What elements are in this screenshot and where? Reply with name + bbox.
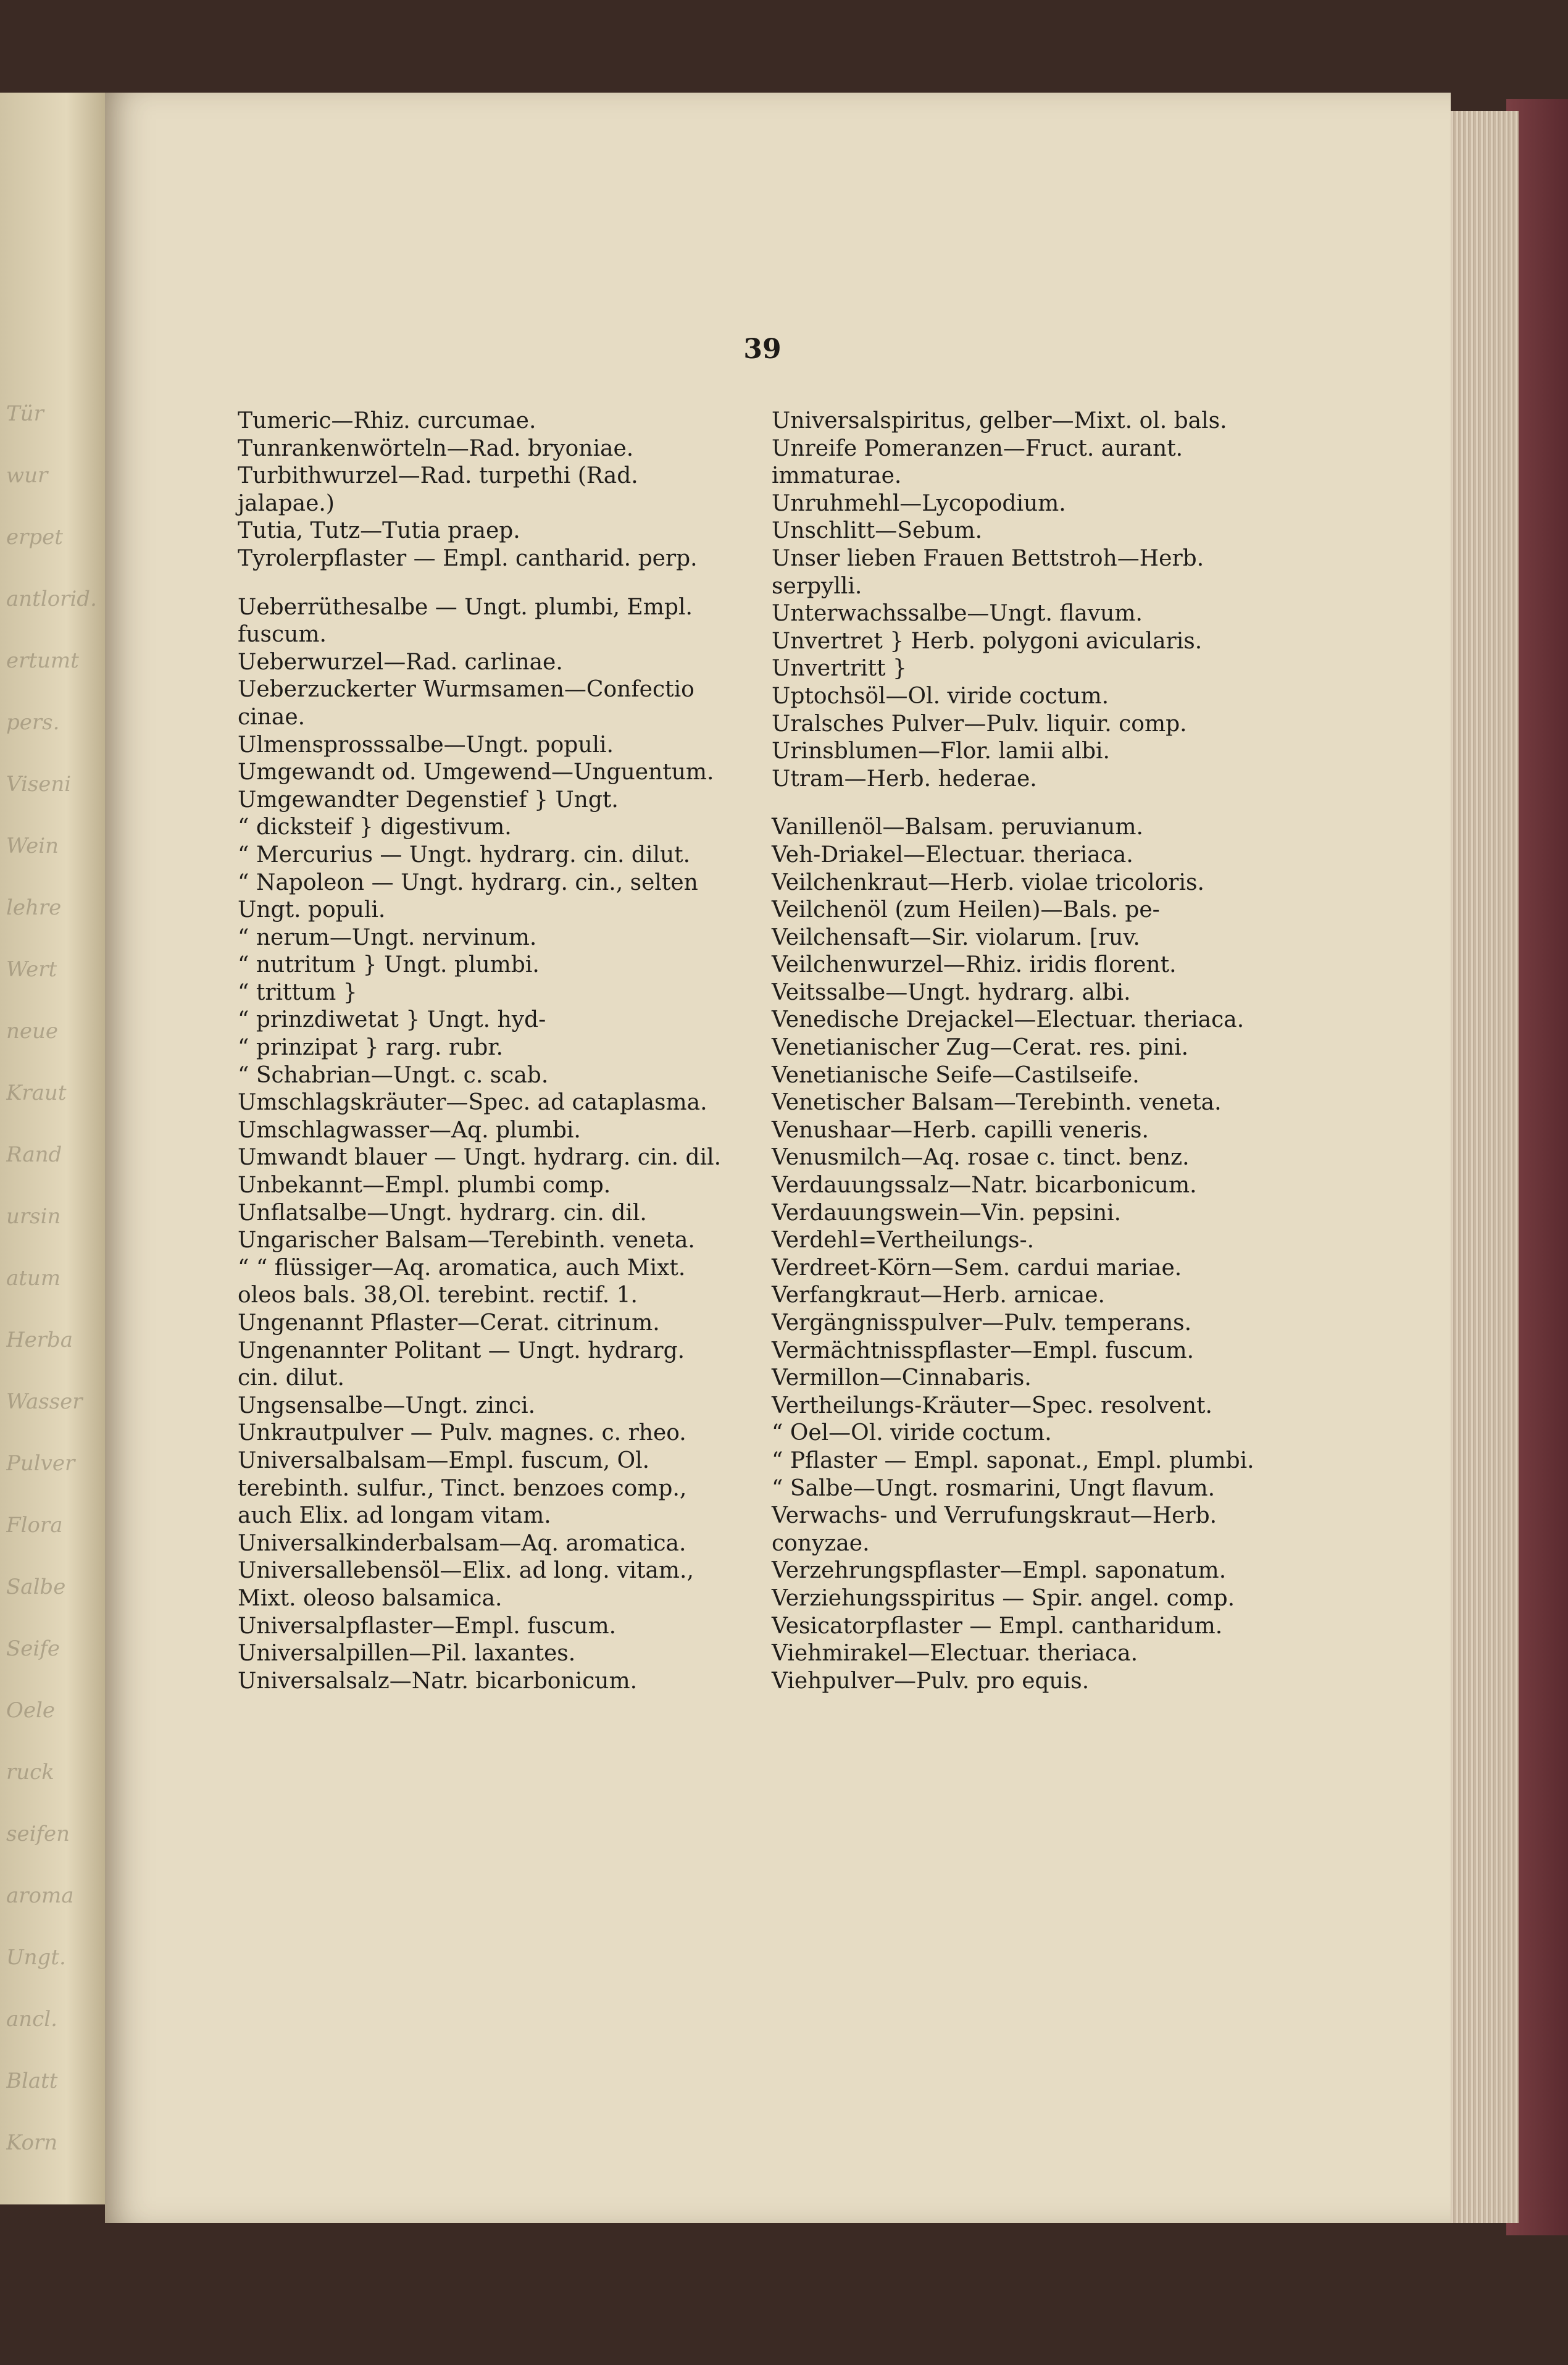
entry: Ungarischer Balsam—Terebinth. veneta. xyxy=(238,1228,695,1254)
entry: “ Pflaster — Empl. saponat., Empl. plumbi. xyxy=(772,1447,1254,1473)
entry: Vermächtnisspflaster—Empl. fuscum. xyxy=(772,1337,1195,1363)
left-column xyxy=(238,408,732,1695)
entry: Venetianische Seife—Castilseife. xyxy=(772,1062,1140,1088)
entry: Uptochsöl—Ol. viride coctum. xyxy=(772,683,1109,709)
entry: Veilchenöl (zum Heilen)—Bals. pe- xyxy=(772,897,1160,923)
entry: Verziehungsspiritus — Spir. angel. comp. xyxy=(772,1585,1235,1611)
ghost-text: antlorid. xyxy=(6,587,97,611)
ghost-text: Korn xyxy=(6,2130,58,2155)
ghost-text: Wasser xyxy=(6,1389,83,1414)
ghost-text: Rand xyxy=(6,1142,62,1167)
ghost-text: Pulver xyxy=(6,1451,75,1476)
entry: Umgewandter Degenstief } Ungt. xyxy=(238,787,619,813)
ghost-text: Ungt. xyxy=(6,1945,66,1970)
entry: Veh-Driakel—Electuar. theriaca. xyxy=(772,842,1133,868)
entry: “ trittum } xyxy=(238,979,357,1005)
ghost-text: wur xyxy=(6,463,48,488)
ghost-text: lehre xyxy=(6,895,62,920)
entry: Tunrankenwörteln—Rad. bryoniae. xyxy=(238,435,634,461)
entry: Uralsches Pulver—Pulv. liquir. comp. xyxy=(772,711,1187,737)
entry: Ungsensalbe—Ungt. zinci. xyxy=(238,1392,536,1418)
entry: Verdauungssalz—Natr. bicarbonicum. xyxy=(772,1173,1197,1199)
entry: Venusmilch—Aq. rosae c. tinct. benz. xyxy=(772,1145,1190,1171)
entry: Venedische Drejackel—Electuar. theriaca. xyxy=(772,1007,1245,1033)
entry: Umschlagskräuter—Spec. ad cataplasma. xyxy=(238,1090,707,1116)
entry: Veitssalbe—Ungt. hydrarg. albi. xyxy=(772,979,1131,1005)
entry: Unser lieben Frauen Bettstroh—Herb. serpylli. xyxy=(772,545,1204,599)
entry: Verwachs- und Verrufungskraut—Herb. conyzae. xyxy=(772,1503,1217,1556)
ghost-text: Wein xyxy=(6,834,59,858)
right-column xyxy=(772,408,1266,1695)
entry: “ Salbe—Ungt. rosmarini, Ungt flavum. xyxy=(772,1475,1216,1501)
ghost-text: erpet xyxy=(6,525,63,550)
entry: Verzehrungspflaster—Empl. saponatum. xyxy=(772,1558,1227,1584)
entry: Universalkinderbalsam—Aq. aromatica. xyxy=(238,1530,686,1556)
entry: Vergängnisspulver—Pulv. temperans. xyxy=(772,1310,1192,1336)
ghost-text: ursin xyxy=(6,1204,61,1229)
entry: “ prinzipat } rarg. rubr. xyxy=(238,1035,503,1061)
ghost-text: Salbe xyxy=(6,1575,66,1599)
entry: Unvertritt } xyxy=(772,656,907,682)
entry: Unschlitt—Sebum. xyxy=(772,518,983,544)
entry: Vesicatorpflaster — Empl. cantharidum. xyxy=(772,1613,1223,1639)
entry: Ungenannt Pflaster—Cerat. citrinum. xyxy=(238,1310,660,1336)
entry: Urinsblumen—Flor. lamii albi. xyxy=(772,739,1110,764)
ghost-text: ruck xyxy=(6,1760,54,1785)
entry: Verdauungswein—Vin. pepsini. xyxy=(772,1200,1122,1226)
ghost-text: Viseni xyxy=(6,772,72,797)
entry: Vermillon—Cinnabaris. xyxy=(772,1365,1032,1391)
entry: “ Schabrian—Ungt. c. scab. xyxy=(238,1062,549,1088)
left-page-edge xyxy=(0,93,111,2204)
entry: Utram—Herb. hederae. xyxy=(772,766,1037,792)
entry: Universalspiritus, gelber—Mixt. ol. bals. xyxy=(772,408,1227,433)
page-edges xyxy=(1445,111,1519,2223)
entry: Ueberrüthesalbe — Ungt. plumbi, Empl. fuscum. xyxy=(238,594,693,648)
ghost-text: Herba xyxy=(6,1328,73,1352)
entry: “ “ flüssiger—Aq. aromatica, auch Mixt. oleos bals. 38,Ol. terebint. rectif. 1. xyxy=(238,1255,686,1308)
entry: Ulmensprosssalbe—Ungt. populi. xyxy=(238,732,614,758)
entry: Universalpflaster—Empl. fuscum. xyxy=(238,1613,617,1639)
entry: Umgewandt od. Umgewend—Unguentum. xyxy=(238,760,714,785)
entry: Tutia, Tutz—Tutia praep. xyxy=(238,518,520,544)
ghost-text: Seife xyxy=(6,1636,60,1661)
entry: Unbekannt—Empl. plumbi comp. xyxy=(238,1173,611,1199)
ghost-text: Kraut xyxy=(6,1081,67,1105)
ghost-text: Flora xyxy=(6,1513,63,1538)
entry: “ prinzdiwetat } Ungt. hyd- xyxy=(238,1007,546,1033)
entry: Venushaar—Herb. capilli veneris. xyxy=(772,1117,1149,1143)
entry: Viehmirakel—Electuar. theriaca. xyxy=(772,1641,1138,1667)
entry: Unreife Pomeranzen—Fruct. aurant. immaturae. xyxy=(772,435,1183,489)
ghost-text: atum xyxy=(6,1266,61,1291)
entry: Verfangkraut—Herb. arnicae. xyxy=(772,1283,1105,1308)
entry: Unflatsalbe—Ungt. hydrarg. cin. dil. xyxy=(238,1200,647,1226)
entry: “ Mercurius — Ungt. hydrarg. cin. dilut. xyxy=(238,842,691,868)
entry: Viehpulver—Pulv. pro equis. xyxy=(772,1668,1090,1694)
ghost-text: seifen xyxy=(6,1822,70,1846)
entry: Unruhmehl—Lycopodium. xyxy=(772,490,1066,516)
entry: “ Oel—Ol. viride coctum. xyxy=(772,1420,1052,1446)
entry: Venetianischer Zug—Cerat. res. pini. xyxy=(772,1035,1189,1061)
entry: Venetischer Balsam—Terebinth. veneta. xyxy=(772,1090,1222,1116)
entry: Tyrolerpflaster — Empl. cantharid. perp. xyxy=(238,545,698,571)
entry: Veilchenkraut—Herb. violae tricoloris. xyxy=(772,869,1204,895)
entry: Tumeric—Rhiz. curcumae. xyxy=(238,408,536,433)
entry: Unvertret } Herb. polygoni avicularis. xyxy=(772,628,1203,654)
entry: Veilchenwurzel—Rhiz. iridis florent. xyxy=(772,952,1177,978)
ghost-text: ertumt xyxy=(6,648,79,673)
ghost-text: pers. xyxy=(6,710,60,735)
entry: Ueberwurzel—Rad. carlinae. xyxy=(238,649,563,675)
entry: Ueberzuckerter Wurmsamen—Confectio cinae. xyxy=(238,677,694,730)
ghost-text: ancl. xyxy=(6,2007,57,2032)
entry: “ nutritum } Ungt. plumbi. xyxy=(238,952,540,978)
ghost-text: neue xyxy=(6,1019,59,1044)
entry: Umwandt blauer — Ungt. hydrarg. cin. dil. xyxy=(238,1145,722,1171)
entry: Universalbalsam—Empl. fuscum, Ol. terebinth. sulfur., Tinct. benzoes comp., auch Elix. ad longam vitam. xyxy=(238,1447,687,1529)
ghost-text: Oele xyxy=(6,1698,55,1723)
page-number: 39 xyxy=(743,333,782,365)
entry: Veilchensaft—Sir. violarum. [ruv. xyxy=(772,924,1140,950)
ghost-text: Tür xyxy=(6,401,44,426)
entry: “ dicksteif } digestivum. xyxy=(238,814,512,840)
entry: “ nerum—Ungt. nervinum. xyxy=(238,924,537,950)
entry: Verdehl=Vertheilungs-. xyxy=(772,1228,1035,1254)
entry: Universalsalz—Natr. bicarbonicum. xyxy=(238,1668,638,1694)
entry: Unkrautpulver — Pulv. magnes. c. rheo. xyxy=(238,1420,686,1446)
entry: Verdreet-Körn—Sem. cardui mariae. xyxy=(772,1255,1182,1281)
entry: Universallebensöl—Elix. ad long. vitam., Mixt. oleoso balsamica. xyxy=(238,1558,694,1611)
entry: “ Napoleon — Ungt. hydrarg. cin., selten Ungt. populi. xyxy=(238,869,698,923)
entry: Turbithwurzel—Rad. turpethi (Rad. jalapae.) xyxy=(238,463,638,516)
entry: Umschlagwasser—Aq. plumbi. xyxy=(238,1117,581,1143)
entry: Universalpillen—Pil. laxantes. xyxy=(238,1641,576,1667)
entry: Ungenannter Politant — Ungt. hydrarg. cin. dilut. xyxy=(238,1337,685,1391)
entry: Vanillenöl—Balsam. peruvianum. xyxy=(772,814,1143,840)
ghost-text: aroma xyxy=(6,1883,74,1908)
entry: Unterwachssalbe—Ungt. flavum. xyxy=(772,601,1143,627)
entry: Vertheilungs-Kräuter—Spec. resolvent. xyxy=(772,1392,1212,1418)
ghost-text: Blatt xyxy=(6,2069,58,2093)
ghost-text: Wert xyxy=(6,957,57,982)
